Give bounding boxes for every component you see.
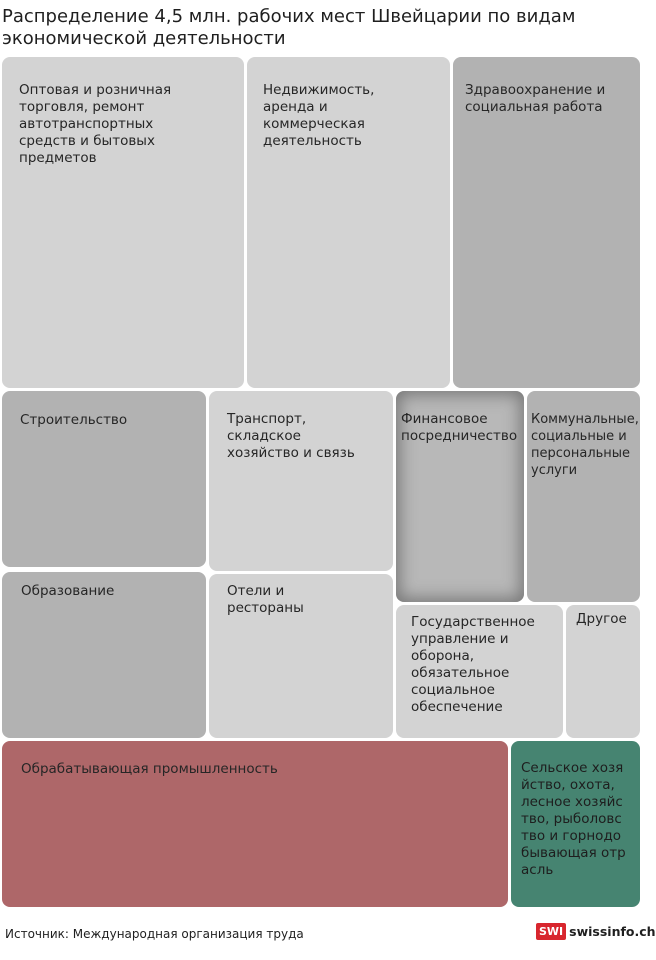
tile-health[interactable]	[453, 57, 640, 388]
source-note: Источник: Международная организация труда	[5, 927, 304, 941]
tile-label: Оптовая и розничная торговля, ремонт автотранспортных средств и бытовых предметов	[19, 82, 172, 166]
tile-transport[interactable]	[209, 391, 393, 571]
tile-hotels[interactable]	[209, 574, 393, 738]
tile-label: Коммунальные, социальные и персональные услуги	[531, 412, 639, 478]
tile-label: Сельское хозяйство, охота, лесное хозяйство, рыболовство и горнодобывающая отрасль	[521, 760, 626, 878]
tile-construction[interactable]	[2, 391, 206, 567]
tile-finance[interactable]	[396, 391, 524, 602]
tile-label: Другое	[576, 611, 627, 627]
tile-label: Транспорт, складское хозяйство и связь	[227, 411, 355, 461]
tile-real-estate[interactable]	[247, 57, 450, 388]
tile-label: Финансовое посредничество	[401, 411, 518, 444]
tile-label: Недвижимость, аренда и коммерческая деятельность	[263, 82, 375, 149]
tile-label: Обрабатывающая промышленность	[21, 761, 278, 777]
tile-label: Отели и рестораны	[227, 583, 304, 616]
tile-community-services[interactable]	[527, 391, 640, 602]
tile-manufacturing[interactable]	[2, 741, 508, 907]
chart-title: Распределение 4,5 млн. рабочих мест Швейцарии по видам экономической деятельности	[2, 6, 576, 49]
tile-public-administration[interactable]	[396, 605, 563, 738]
swi-badge: SWI	[536, 923, 566, 940]
tile-agriculture[interactable]	[511, 741, 640, 907]
logo-text: swissinfo.ch	[569, 924, 656, 939]
tile-label: Образование	[21, 583, 115, 599]
tile-trade[interactable]	[2, 57, 244, 388]
tile-label: Государственное управление и оборона, обязательное социальное обеспечение	[411, 614, 535, 715]
swissinfo-logo[interactable]	[536, 923, 656, 940]
tile-education[interactable]	[2, 572, 206, 738]
tile-label: Строительство	[20, 412, 128, 428]
tile-label: Здравоохранение и социальная работа	[465, 82, 606, 115]
tile-other[interactable]	[566, 605, 640, 738]
